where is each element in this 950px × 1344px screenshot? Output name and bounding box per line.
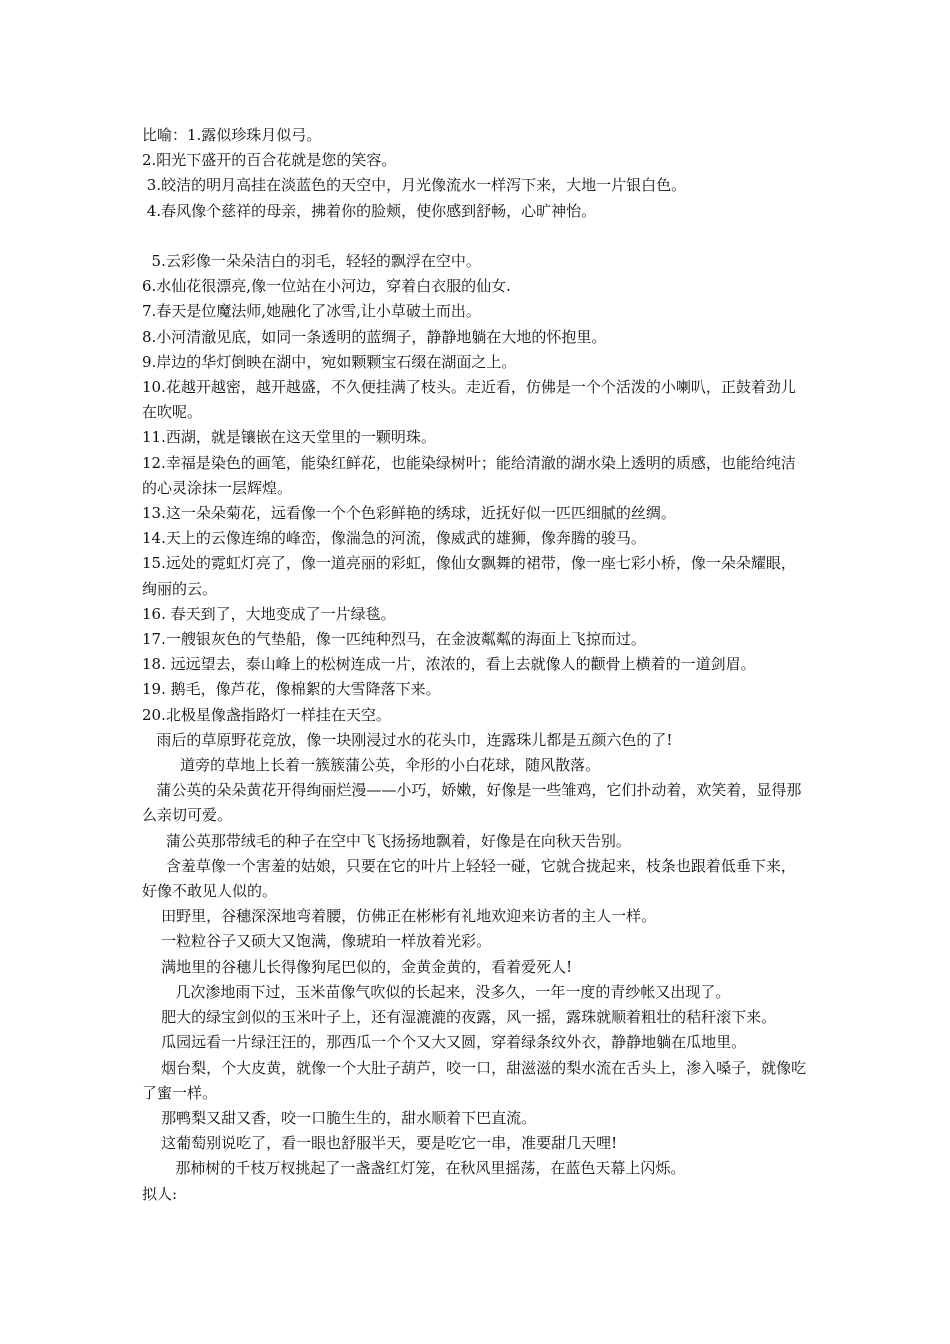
blank-line [142,224,810,249]
paragraph: 几次渗地雨下过，玉米苗像气吹似的长起来，没多久，一年一度的青纱帐又出现了。 [142,982,731,1001]
document-body [142,123,810,1207]
paragraph: 蒲公英的朵朵黄花开得绚丽烂漫——小巧，娇嫩，好像是一些雏鸡，它们扑动着，欢笑着，显得那么亲切可爱。 [142,781,802,825]
paragraph: 20.北极星像盏指路灯一样挂在天空。 [142,705,391,724]
paragraph: 7.春天是位魔法师,她融化了冰雪,让小草破土而出。 [142,302,481,321]
paragraph: 那鸭梨又甜又香，咬一口脆生生的，甜水顺着下巴直流。 [142,1108,537,1127]
paragraph: 9.岸边的华灯倒映在湖中，宛如颗颗宝石缀在湖面之上。 [142,352,517,371]
paragraph: 田野里，谷穗深深地弯着腰，仿佛正在彬彬有礼地欢迎来访者的主人一样。 [142,907,657,926]
paragraph: 道旁的草地上长着一簇簇蒲公英，伞形的小白花球，随风散落。 [142,756,601,775]
paragraph: 烟台梨，个大皮黄，就像一个大肚子葫芦，咬一口，甜滋滋的梨水流在舌头上，渗入嗓子，就像吃了蜜一样。 [142,1058,807,1102]
paragraph: 4.春风像个慈祥的母亲，拂着你的脸颊，使你感到舒畅，心旷神怡。 [142,201,597,220]
paragraph: 6.水仙花很漂亮,像一位站在小河边，穿着白衣服的仙女. [142,277,511,296]
paragraph: 15.远处的霓虹灯亮了，像一道亮丽的彩虹，像仙女飘舞的裙带，像一座七彩小桥，像一朵朵耀眼，绚丽的云。 [142,554,796,598]
paragraph: 12.幸福是染色的画笔，能染红鲜花，也能染绿树叶；能给清澈的湖水染上透明的质感，也能给纯洁的心灵涂抹一层辉煌。 [142,453,796,497]
paragraph: 16. 春天到了，大地变成了一片绿毯。 [142,604,396,623]
paragraph: 蒲公英那带绒毛的种子在空中飞飞扬扬地飘着，好像是在向秋天告别。 [142,831,631,850]
paragraph: 那柿树的千枝万杈挑起了一盏盏红灯笼，在秋风里摇荡，在蓝色天幕上闪烁。 [142,1159,686,1178]
paragraph: 18. 远远望去，泰山峰上的松树连成一片，浓浓的，看上去就像人的颧骨上横着的一道剑眉。 [142,655,756,674]
paragraph: 11.西湖，就是镶嵌在这天堂里的一颗明珠。 [142,428,436,447]
paragraph: 19. 鹅毛，像芦花，像棉絮的大雪降落下来。 [142,680,441,699]
paragraph: 5.云彩像一朵朵洁白的羽毛，轻轻的飘浮在空中。 [142,252,481,270]
paragraph: 2.阳光下盛开的百合花就是您的笑容。 [142,151,397,170]
paragraph: 13.这一朵朵菊花，远看像一个个色彩鲜艳的绣球，近抚好似一匹匹细腻的丝绸。 [142,504,676,523]
paragraph: 雨后的草原野花竞放，像一块刚浸过水的花头巾，连露珠儿都是五颜六色的了! [142,730,673,749]
paragraph: 肥大的绿宝剑似的玉米叶子上，还有湿漉漉的夜露，风一摇，露珠就顺着粗壮的秸秆滚下来。 [142,1008,777,1027]
paragraph: 3.皎洁的明月高挂在淡蓝色的天空中，月光像流水一样泻下来，大地一片银白色。 [142,176,687,195]
paragraph: 含羞草像一个害羞的姑娘，只要在它的叶片上轻轻一碰，它就合拢起来，枝条也跟着低垂下来，好像不敢见人似的。 [142,856,796,901]
paragraph: 满地里的谷穗儿长得像狗尾巴似的，金黄金黄的，看着爱死人! [142,957,573,976]
paragraph: 一粒粒谷子又硕大又饱满，像琥珀一样放着光彩。 [142,932,492,951]
paragraph: 这葡萄别说吃了，看一眼也舒服半天，要是吃它一串，准要甜几天哩! [142,1134,618,1153]
paragraph: 14.天上的云像连绵的峰峦，像湍急的河流，像威武的雄狮，像奔腾的骏马。 [142,529,646,548]
section-heading: 拟人: [142,1184,178,1203]
paragraph: 8.小河清澈见底，如同一条透明的蓝绸子，静静地躺在大地的怀抱里。 [142,327,607,346]
paragraph: 瓜园远看一片绿汪汪的，那西瓜一个个又大又圆，穿着绿条纹外衣，静静地躺在瓜地里。 [142,1033,747,1052]
paragraph: 10.花越开越密，越开越盛，不久便挂满了枝头。走近看，仿佛是一个个活泼的小喇叭，正鼓着劲儿在吹呢。 [142,378,796,422]
paragraph: 17.一艘银灰色的气垫船，像一匹纯种烈马，在金波粼粼的海面上飞掠而过。 [142,630,646,649]
paragraph: 比喻：1.露似珍珠月似弓。 [142,126,322,144]
